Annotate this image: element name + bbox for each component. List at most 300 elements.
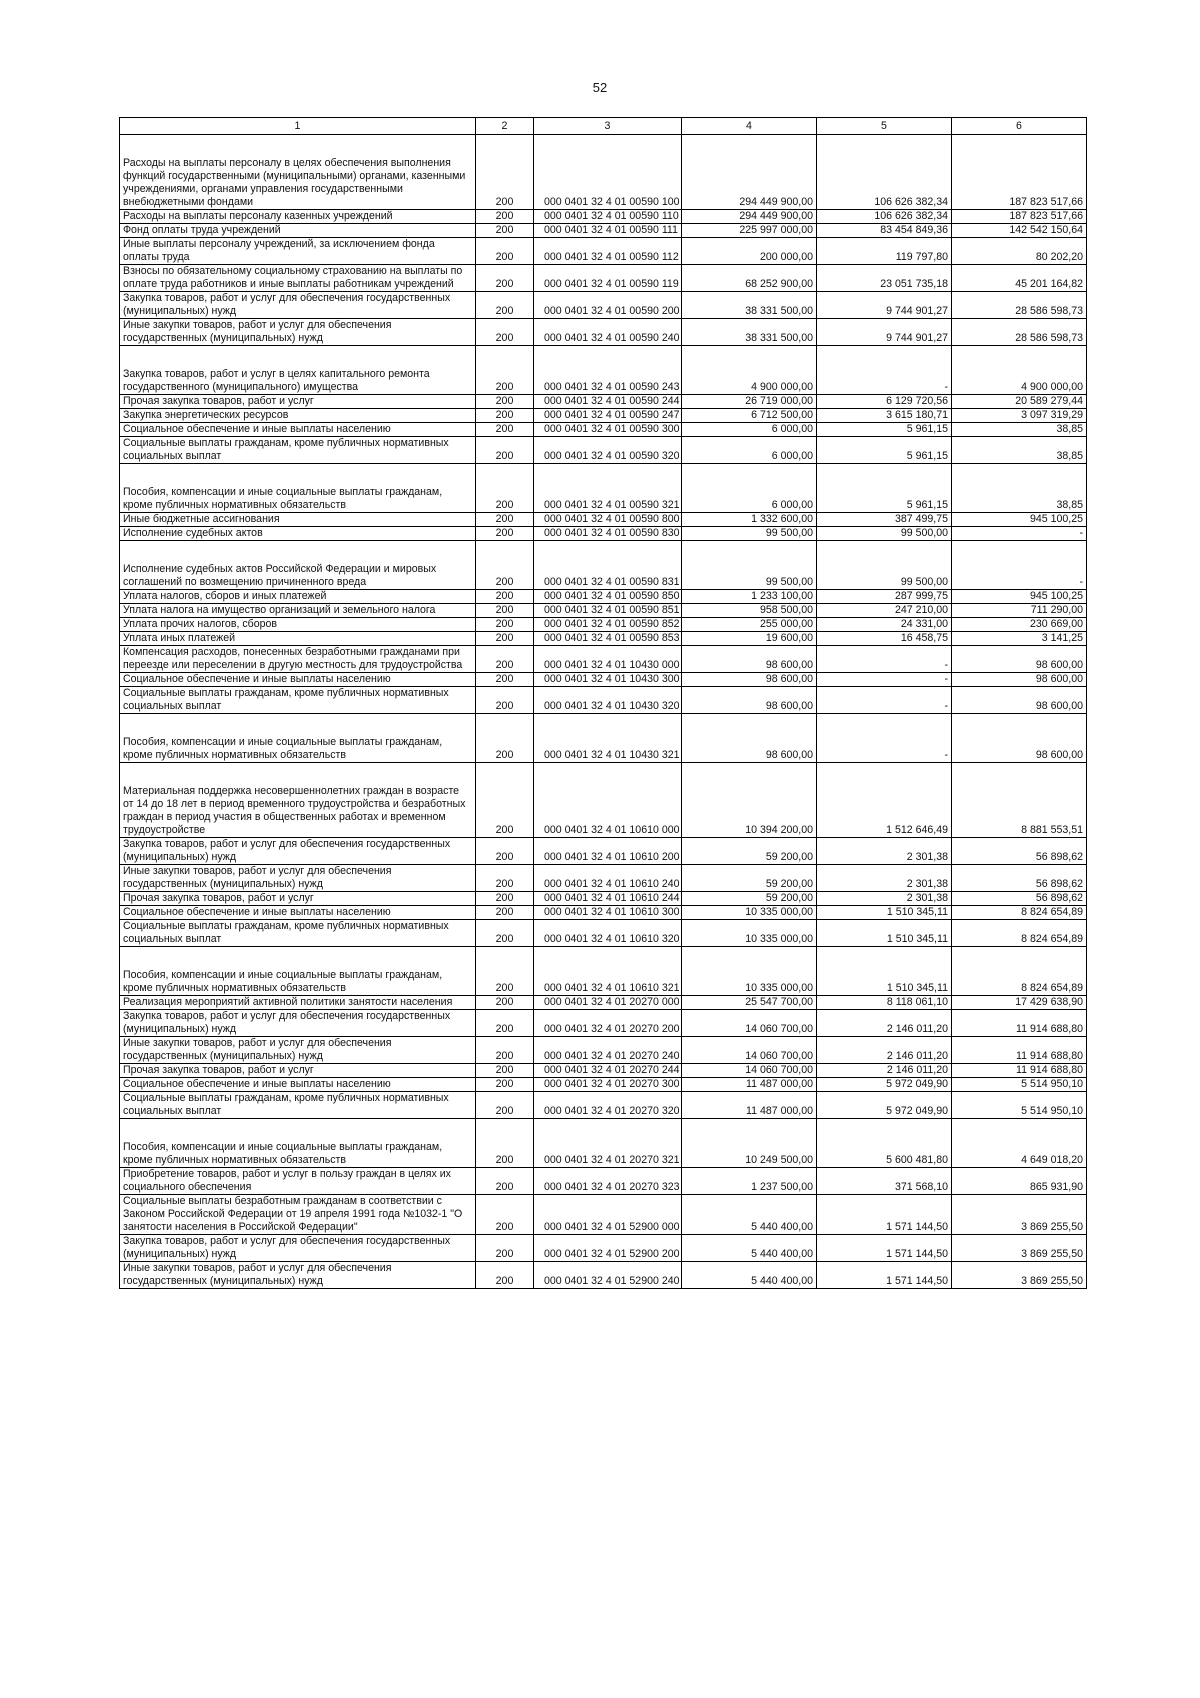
executed-amount-cell: - xyxy=(817,646,952,673)
unexecuted-amount-cell: 17 429 638,90 xyxy=(952,996,1087,1010)
classification-code-cell: 000 0401 32 4 01 10610 240 xyxy=(534,865,682,892)
table-row xyxy=(120,1037,1087,1064)
approved-amount-cell: 14 060 700,00 xyxy=(682,1037,817,1064)
table-row xyxy=(120,838,1087,865)
empty-cell xyxy=(817,541,952,564)
empty-cell xyxy=(534,464,682,487)
classification-code-cell: 000 0401 32 4 01 00590 800 xyxy=(534,513,682,527)
table-row xyxy=(120,892,1087,906)
expense-name-cell: Пособия, компенсации и иные социальные выплаты гражданам, кроме публичных нормативных обязательств xyxy=(120,1141,476,1168)
row-top-padding xyxy=(120,541,1087,564)
line-code-cell: 200 xyxy=(476,368,534,395)
classification-code-cell: 000 0401 32 4 01 00590 100 xyxy=(534,157,682,210)
expense-name-cell: Социальное обеспечение и иные выплаты населению xyxy=(120,906,476,920)
expense-name-cell: Социальные выплаты гражданам, кроме публичных нормативных социальных выплат xyxy=(120,687,476,714)
row-top-padding xyxy=(120,1119,1087,1142)
line-code-cell: 200 xyxy=(476,486,534,513)
approved-amount-cell: 59 200,00 xyxy=(682,865,817,892)
unexecuted-amount-cell: 945 100,25 xyxy=(952,513,1087,527)
approved-amount-cell: 98 600,00 xyxy=(682,673,817,687)
empty-cell xyxy=(120,714,476,737)
classification-code-cell: 000 0401 32 4 01 00590 831 xyxy=(534,563,682,590)
empty-cell xyxy=(476,135,534,158)
table-row xyxy=(120,969,1087,996)
row-top-padding xyxy=(120,714,1087,737)
line-code-cell: 200 xyxy=(476,1235,534,1262)
unexecuted-amount-cell: 187 823 517,66 xyxy=(952,210,1087,224)
table-row xyxy=(120,673,1087,687)
executed-amount-cell: 99 500,00 xyxy=(817,563,952,590)
unexecuted-amount-cell: 38,85 xyxy=(952,486,1087,513)
unexecuted-amount-cell: 28 586 598,73 xyxy=(952,319,1087,346)
classification-code-cell: 000 0401 32 4 01 00590 240 xyxy=(534,319,682,346)
line-code-cell: 200 xyxy=(476,319,534,346)
unexecuted-amount-cell: - xyxy=(952,527,1087,541)
expense-name-cell: Социальное обеспечение и иные выплаты населению xyxy=(120,673,476,687)
executed-amount-cell: 1 510 345,11 xyxy=(817,969,952,996)
empty-cell xyxy=(476,714,534,737)
expense-name-cell: Расходы на выплаты персоналу в целях обеспечения выполнения функций государственными (муниципальными) органами, казенными учреждениями, органами управления государственными внебюджетными фондами xyxy=(120,157,476,210)
approved-amount-cell: 10 335 000,00 xyxy=(682,906,817,920)
unexecuted-amount-cell: 98 600,00 xyxy=(952,736,1087,763)
executed-amount-cell: 387 499,75 xyxy=(817,513,952,527)
unexecuted-amount-cell: 45 201 164,82 xyxy=(952,265,1087,292)
empty-cell xyxy=(682,346,817,369)
empty-cell xyxy=(817,714,952,737)
expense-name-cell: Уплата налогов, сборов и иных платежей xyxy=(120,590,476,604)
approved-amount-cell: 5 440 400,00 xyxy=(682,1262,817,1289)
classification-code-cell: 000 0401 32 4 01 00590 110 xyxy=(534,210,682,224)
unexecuted-amount-cell: 11 914 688,80 xyxy=(952,1064,1087,1078)
executed-amount-cell: 3 615 180,71 xyxy=(817,409,952,423)
classification-code-cell: 000 0401 32 4 01 00590 112 xyxy=(534,238,682,265)
table-row xyxy=(120,409,1087,423)
line-code-cell: 200 xyxy=(476,590,534,604)
table-row xyxy=(120,906,1087,920)
expense-name-cell: Прочая закупка товаров, работ и услуг xyxy=(120,395,476,409)
expense-name-cell: Социальные выплаты гражданам, кроме публичных нормативных социальных выплат xyxy=(120,1092,476,1119)
line-code-cell: 200 xyxy=(476,409,534,423)
unexecuted-amount-cell: 8 824 654,89 xyxy=(952,969,1087,996)
table-row xyxy=(120,1064,1087,1078)
approved-amount-cell: 98 600,00 xyxy=(682,736,817,763)
table-row xyxy=(120,395,1087,409)
classification-code-cell: 000 0401 32 4 01 20270 323 xyxy=(534,1168,682,1195)
empty-cell xyxy=(476,541,534,564)
approved-amount-cell: 98 600,00 xyxy=(682,687,817,714)
expense-name-cell: Социальные выплаты гражданам, кроме публичных нормативных социальных выплат xyxy=(120,437,476,464)
table-row xyxy=(120,865,1087,892)
table-row xyxy=(120,1195,1087,1235)
line-code-cell: 200 xyxy=(476,1010,534,1037)
executed-amount-cell: 1 571 144,50 xyxy=(817,1262,952,1289)
unexecuted-amount-cell: 4 900 000,00 xyxy=(952,368,1087,395)
unexecuted-amount-cell: 38,85 xyxy=(952,423,1087,437)
unexecuted-amount-cell: 5 514 950,10 xyxy=(952,1092,1087,1119)
unexecuted-amount-cell: 3 869 255,50 xyxy=(952,1195,1087,1235)
approved-amount-cell: 38 331 500,00 xyxy=(682,319,817,346)
executed-amount-cell: 1 512 646,49 xyxy=(817,785,952,838)
table-row xyxy=(120,238,1087,265)
expense-name-cell: Приобретение товаров, работ и услуг в пользу граждан в целях их социального обеспечения xyxy=(120,1168,476,1195)
table-row xyxy=(120,1262,1087,1289)
empty-cell xyxy=(682,947,817,970)
expense-name-cell: Расходы на выплаты персоналу казенных учреждений xyxy=(120,210,476,224)
empty-cell xyxy=(682,714,817,737)
empty-cell xyxy=(682,135,817,158)
row-top-padding xyxy=(120,947,1087,970)
line-code-cell: 200 xyxy=(476,238,534,265)
empty-cell xyxy=(534,135,682,158)
classification-code-cell: 000 0401 32 4 01 10610 244 xyxy=(534,892,682,906)
expense-name-cell: Социальные выплаты гражданам, кроме публичных нормативных социальных выплат xyxy=(120,920,476,947)
executed-amount-cell: 119 797,80 xyxy=(817,238,952,265)
line-code-cell: 200 xyxy=(476,1168,534,1195)
expense-name-cell: Пособия, компенсации и иные социальные выплаты гражданам, кроме публичных нормативных обязательств xyxy=(120,969,476,996)
empty-cell xyxy=(817,1119,952,1142)
line-code-cell: 200 xyxy=(476,604,534,618)
approved-amount-cell: 59 200,00 xyxy=(682,838,817,865)
approved-amount-cell: 11 487 000,00 xyxy=(682,1092,817,1119)
approved-amount-cell: 19 600,00 xyxy=(682,632,817,646)
column-header: 4 xyxy=(682,118,817,135)
approved-amount-cell: 255 000,00 xyxy=(682,618,817,632)
expense-name-cell: Уплата иных платежей xyxy=(120,632,476,646)
table-row xyxy=(120,604,1087,618)
unexecuted-amount-cell: 28 586 598,73 xyxy=(952,292,1087,319)
executed-amount-cell: 16 458,75 xyxy=(817,632,952,646)
classification-code-cell: 000 0401 32 4 01 00590 852 xyxy=(534,618,682,632)
table-row xyxy=(120,527,1087,541)
unexecuted-amount-cell: 11 914 688,80 xyxy=(952,1010,1087,1037)
classification-code-cell: 000 0401 32 4 01 20270 240 xyxy=(534,1037,682,1064)
classification-code-cell: 000 0401 32 4 01 00590 200 xyxy=(534,292,682,319)
executed-amount-cell: - xyxy=(817,736,952,763)
table-row xyxy=(120,368,1087,395)
approved-amount-cell: 11 487 000,00 xyxy=(682,1078,817,1092)
classification-code-cell: 000 0401 32 4 01 10610 000 xyxy=(534,785,682,838)
empty-cell xyxy=(952,714,1087,737)
line-code-cell: 200 xyxy=(476,1262,534,1289)
empty-cell xyxy=(534,1119,682,1142)
expense-name-cell: Закупка товаров, работ и услуг в целях капитального ремонта государственного (муниципального) имущества xyxy=(120,368,476,395)
classification-code-cell: 000 0401 32 4 01 00590 321 xyxy=(534,486,682,513)
classification-code-cell: 000 0401 32 4 01 52900 200 xyxy=(534,1235,682,1262)
approved-amount-cell: 5 440 400,00 xyxy=(682,1235,817,1262)
approved-amount-cell: 1 233 100,00 xyxy=(682,590,817,604)
table-row xyxy=(120,1078,1087,1092)
approved-amount-cell: 294 449 900,00 xyxy=(682,157,817,210)
expense-name-cell: Иные закупки товаров, работ и услуг для обеспечения государственных (муниципальных) нужд xyxy=(120,319,476,346)
classification-code-cell: 000 0401 32 4 01 00590 850 xyxy=(534,590,682,604)
executed-amount-cell: 2 301,38 xyxy=(817,838,952,865)
empty-cell xyxy=(534,541,682,564)
unexecuted-amount-cell: 865 931,90 xyxy=(952,1168,1087,1195)
classification-code-cell: 000 0401 32 4 01 10610 200 xyxy=(534,838,682,865)
approved-amount-cell: 99 500,00 xyxy=(682,563,817,590)
expense-name-cell: Закупка товаров, работ и услуг для обеспечения государственных (муниципальных) нужд xyxy=(120,838,476,865)
executed-amount-cell: 5 961,15 xyxy=(817,423,952,437)
table-row xyxy=(120,785,1087,838)
table-row xyxy=(120,1141,1087,1168)
approved-amount-cell: 294 449 900,00 xyxy=(682,210,817,224)
expense-name-cell: Исполнение судебных актов xyxy=(120,527,476,541)
empty-cell xyxy=(476,464,534,487)
approved-amount-cell: 98 600,00 xyxy=(682,646,817,673)
classification-code-cell: 000 0401 32 4 01 10610 320 xyxy=(534,920,682,947)
line-code-cell: 200 xyxy=(476,423,534,437)
unexecuted-amount-cell: 56 898,62 xyxy=(952,892,1087,906)
approved-amount-cell: 10 394 200,00 xyxy=(682,785,817,838)
unexecuted-amount-cell: 8 824 654,89 xyxy=(952,906,1087,920)
unexecuted-amount-cell: 142 542 150,64 xyxy=(952,224,1087,238)
empty-cell xyxy=(534,763,682,786)
executed-amount-cell: 1 510 345,11 xyxy=(817,906,952,920)
approved-amount-cell: 10 249 500,00 xyxy=(682,1141,817,1168)
executed-amount-cell: - xyxy=(817,368,952,395)
table-row xyxy=(120,920,1087,947)
unexecuted-amount-cell: 98 600,00 xyxy=(952,646,1087,673)
expense-name-cell: Иные закупки товаров, работ и услуг для обеспечения государственных (муниципальных) нужд xyxy=(120,1262,476,1289)
empty-cell xyxy=(120,947,476,970)
empty-cell xyxy=(952,464,1087,487)
classification-code-cell: 000 0401 32 4 01 00590 830 xyxy=(534,527,682,541)
line-code-cell: 200 xyxy=(476,437,534,464)
empty-cell xyxy=(476,346,534,369)
executed-amount-cell: 5 972 049,90 xyxy=(817,1092,952,1119)
line-code-cell: 200 xyxy=(476,1195,534,1235)
approved-amount-cell: 38 331 500,00 xyxy=(682,292,817,319)
executed-amount-cell: 5 961,15 xyxy=(817,437,952,464)
table-row xyxy=(120,224,1087,238)
approved-amount-cell: 6 000,00 xyxy=(682,423,817,437)
line-code-cell: 200 xyxy=(476,865,534,892)
classification-code-cell: 000 0401 32 4 01 00590 851 xyxy=(534,604,682,618)
empty-cell xyxy=(476,947,534,970)
executed-amount-cell: 24 331,00 xyxy=(817,618,952,632)
executed-amount-cell: 1 571 144,50 xyxy=(817,1195,952,1235)
line-code-cell: 200 xyxy=(476,527,534,541)
line-code-cell: 200 xyxy=(476,673,534,687)
empty-cell xyxy=(120,346,476,369)
executed-amount-cell: 1 571 144,50 xyxy=(817,1235,952,1262)
executed-amount-cell: 9 744 901,27 xyxy=(817,319,952,346)
unexecuted-amount-cell: - xyxy=(952,563,1087,590)
line-code-cell: 200 xyxy=(476,292,534,319)
unexecuted-amount-cell: 3 097 319,29 xyxy=(952,409,1087,423)
executed-amount-cell: 6 129 720,56 xyxy=(817,395,952,409)
executed-amount-cell: - xyxy=(817,687,952,714)
table-row xyxy=(120,1010,1087,1037)
expense-name-cell: Социальное обеспечение и иные выплаты населению xyxy=(120,423,476,437)
unexecuted-amount-cell: 711 290,00 xyxy=(952,604,1087,618)
empty-cell xyxy=(817,346,952,369)
table-row xyxy=(120,1092,1087,1119)
classification-code-cell: 000 0401 32 4 01 00590 243 xyxy=(534,368,682,395)
unexecuted-amount-cell: 56 898,62 xyxy=(952,865,1087,892)
classification-code-cell: 000 0401 32 4 01 00590 244 xyxy=(534,395,682,409)
empty-cell xyxy=(952,763,1087,786)
empty-cell xyxy=(817,763,952,786)
expense-name-cell: Взносы по обязательному социальному страхованию на выплаты по оплате труда работников и иные выплаты работникам учреждений xyxy=(120,265,476,292)
expense-name-cell: Закупка товаров, работ и услуг для обеспечения государственных (муниципальных) нужд xyxy=(120,1235,476,1262)
empty-cell xyxy=(682,1119,817,1142)
approved-amount-cell: 1 332 600,00 xyxy=(682,513,817,527)
unexecuted-amount-cell: 8 881 553,51 xyxy=(952,785,1087,838)
approved-amount-cell: 59 200,00 xyxy=(682,892,817,906)
expense-name-cell: Материальная поддержка несовершеннолетних граждан в возрасте от 14 до 18 лет в период временного трудоустройства и безработных граждан в период участия в общественных работах и временном трудоустройстве xyxy=(120,785,476,838)
column-header: 6 xyxy=(952,118,1087,135)
expense-name-cell: Иные бюджетные ассигнования xyxy=(120,513,476,527)
column-number-row xyxy=(120,118,1087,135)
approved-amount-cell: 6 712 500,00 xyxy=(682,409,817,423)
table-row xyxy=(120,632,1087,646)
expense-name-cell: Закупка товаров, работ и услуг для обеспечения государственных (муниципальных) нужд xyxy=(120,292,476,319)
empty-cell xyxy=(476,763,534,786)
line-code-cell: 200 xyxy=(476,1078,534,1092)
column-header: 5 xyxy=(817,118,952,135)
line-code-cell: 200 xyxy=(476,1037,534,1064)
approved-amount-cell: 26 719 000,00 xyxy=(682,395,817,409)
executed-amount-cell: 106 626 382,34 xyxy=(817,157,952,210)
line-code-cell: 200 xyxy=(476,1092,534,1119)
line-code-cell: 200 xyxy=(476,563,534,590)
empty-cell xyxy=(817,947,952,970)
line-code-cell: 200 xyxy=(476,646,534,673)
unexecuted-amount-cell: 8 824 654,89 xyxy=(952,920,1087,947)
approved-amount-cell: 6 000,00 xyxy=(682,486,817,513)
line-code-cell: 200 xyxy=(476,687,534,714)
executed-amount-cell: 9 744 901,27 xyxy=(817,292,952,319)
table-row xyxy=(120,486,1087,513)
expense-name-cell: Закупка энергетических ресурсов xyxy=(120,409,476,423)
line-code-cell: 200 xyxy=(476,838,534,865)
line-code-cell: 200 xyxy=(476,395,534,409)
executed-amount-cell: 106 626 382,34 xyxy=(817,210,952,224)
executed-amount-cell: 5 600 481,80 xyxy=(817,1141,952,1168)
unexecuted-amount-cell: 38,85 xyxy=(952,437,1087,464)
row-top-padding xyxy=(120,135,1087,158)
approved-amount-cell: 4 900 000,00 xyxy=(682,368,817,395)
line-code-cell: 200 xyxy=(476,785,534,838)
unexecuted-amount-cell: 80 202,20 xyxy=(952,238,1087,265)
classification-code-cell: 000 0401 32 4 01 00590 119 xyxy=(534,265,682,292)
empty-cell xyxy=(952,135,1087,158)
executed-amount-cell: - xyxy=(817,673,952,687)
line-code-cell: 200 xyxy=(476,157,534,210)
column-header: 2 xyxy=(476,118,534,135)
executed-amount-cell: 2 146 011,20 xyxy=(817,1064,952,1078)
approved-amount-cell: 14 060 700,00 xyxy=(682,1064,817,1078)
line-code-cell: 200 xyxy=(476,892,534,906)
table-row xyxy=(120,423,1087,437)
approved-amount-cell: 10 335 000,00 xyxy=(682,920,817,947)
table-row xyxy=(120,292,1087,319)
classification-code-cell: 000 0401 32 4 01 20270 200 xyxy=(534,1010,682,1037)
line-code-cell: 200 xyxy=(476,736,534,763)
classification-code-cell: 000 0401 32 4 01 20270 300 xyxy=(534,1078,682,1092)
line-code-cell: 200 xyxy=(476,513,534,527)
expense-name-cell: Иные закупки товаров, работ и услуг для обеспечения государственных (муниципальных) нужд xyxy=(120,865,476,892)
unexecuted-amount-cell: 230 669,00 xyxy=(952,618,1087,632)
empty-cell xyxy=(476,1119,534,1142)
classification-code-cell: 000 0401 32 4 01 10610 321 xyxy=(534,969,682,996)
empty-cell xyxy=(952,1119,1087,1142)
executed-amount-cell: 99 500,00 xyxy=(817,527,952,541)
table-row xyxy=(120,1235,1087,1262)
classification-code-cell: 000 0401 32 4 01 00590 247 xyxy=(534,409,682,423)
line-code-cell: 200 xyxy=(476,618,534,632)
executed-amount-cell: 8 118 061,10 xyxy=(817,996,952,1010)
empty-cell xyxy=(534,714,682,737)
expense-name-cell: Реализация мероприятий активной политики занятости населения xyxy=(120,996,476,1010)
expense-name-cell: Пособия, компенсации и иные социальные выплаты гражданам, кроме публичных нормативных обязательств xyxy=(120,486,476,513)
line-code-cell: 200 xyxy=(476,632,534,646)
line-code-cell: 200 xyxy=(476,1064,534,1078)
executed-amount-cell: 83 454 849,36 xyxy=(817,224,952,238)
expense-name-cell: Компенсация расходов, понесенных безработными гражданами при переезде или переселении в другую местность для трудоустройства xyxy=(120,646,476,673)
expense-name-cell: Социальные выплаты безработным гражданам в соответствии с Законом Российской Федерации от 19 апреля 1991 года №1032-1 "О занятости населения в Российской Федерации" xyxy=(120,1195,476,1235)
unexecuted-amount-cell: 3 141,25 xyxy=(952,632,1087,646)
unexecuted-amount-cell: 5 514 950,10 xyxy=(952,1078,1087,1092)
empty-cell xyxy=(952,541,1087,564)
row-top-padding xyxy=(120,346,1087,369)
unexecuted-amount-cell: 11 914 688,80 xyxy=(952,1037,1087,1064)
table-row xyxy=(120,590,1087,604)
empty-cell xyxy=(817,135,952,158)
empty-cell xyxy=(682,541,817,564)
classification-code-cell: 000 0401 32 4 01 20270 321 xyxy=(534,1141,682,1168)
executed-amount-cell: 371 568,10 xyxy=(817,1168,952,1195)
table-row xyxy=(120,1168,1087,1195)
expense-name-cell: Иные выплаты персоналу учреждений, за исключением фонда оплаты труда xyxy=(120,238,476,265)
unexecuted-amount-cell: 98 600,00 xyxy=(952,687,1087,714)
executed-amount-cell: 5 961,15 xyxy=(817,486,952,513)
expense-name-cell: Иные закупки товаров, работ и услуг для обеспечения государственных (муниципальных) нужд xyxy=(120,1037,476,1064)
expense-name-cell: Прочая закупка товаров, работ и услуг xyxy=(120,892,476,906)
empty-cell xyxy=(682,464,817,487)
empty-cell xyxy=(534,346,682,369)
budget-table xyxy=(119,117,1087,1289)
classification-code-cell: 000 0401 32 4 01 20270 244 xyxy=(534,1064,682,1078)
classification-code-cell: 000 0401 32 4 01 52900 240 xyxy=(534,1262,682,1289)
classification-code-cell: 000 0401 32 4 01 20270 320 xyxy=(534,1092,682,1119)
column-header: 3 xyxy=(534,118,682,135)
expense-name-cell: Уплата налога на имущество организаций и земельного налога xyxy=(120,604,476,618)
approved-amount-cell: 225 997 000,00 xyxy=(682,224,817,238)
expense-name-cell: Социальное обеспечение и иные выплаты населению xyxy=(120,1078,476,1092)
table-row xyxy=(120,687,1087,714)
empty-cell xyxy=(952,346,1087,369)
line-code-cell: 200 xyxy=(476,996,534,1010)
classification-code-cell: 000 0401 32 4 01 10430 300 xyxy=(534,673,682,687)
approved-amount-cell: 68 252 900,00 xyxy=(682,265,817,292)
executed-amount-cell: 2 146 011,20 xyxy=(817,1037,952,1064)
expense-name-cell: Закупка товаров, работ и услуг для обеспечения государственных (муниципальных) нужд xyxy=(120,1010,476,1037)
approved-amount-cell: 25 547 700,00 xyxy=(682,996,817,1010)
executed-amount-cell: 247 210,00 xyxy=(817,604,952,618)
empty-cell xyxy=(120,464,476,487)
unexecuted-amount-cell: 20 589 279,44 xyxy=(952,395,1087,409)
classification-code-cell: 000 0401 32 4 01 10430 321 xyxy=(534,736,682,763)
unexecuted-amount-cell: 98 600,00 xyxy=(952,673,1087,687)
executed-amount-cell: 2 146 011,20 xyxy=(817,1010,952,1037)
empty-cell xyxy=(817,464,952,487)
column-header: 1 xyxy=(120,118,476,135)
classification-code-cell: 000 0401 32 4 01 20270 000 xyxy=(534,996,682,1010)
empty-cell xyxy=(952,947,1087,970)
table-row xyxy=(120,319,1087,346)
